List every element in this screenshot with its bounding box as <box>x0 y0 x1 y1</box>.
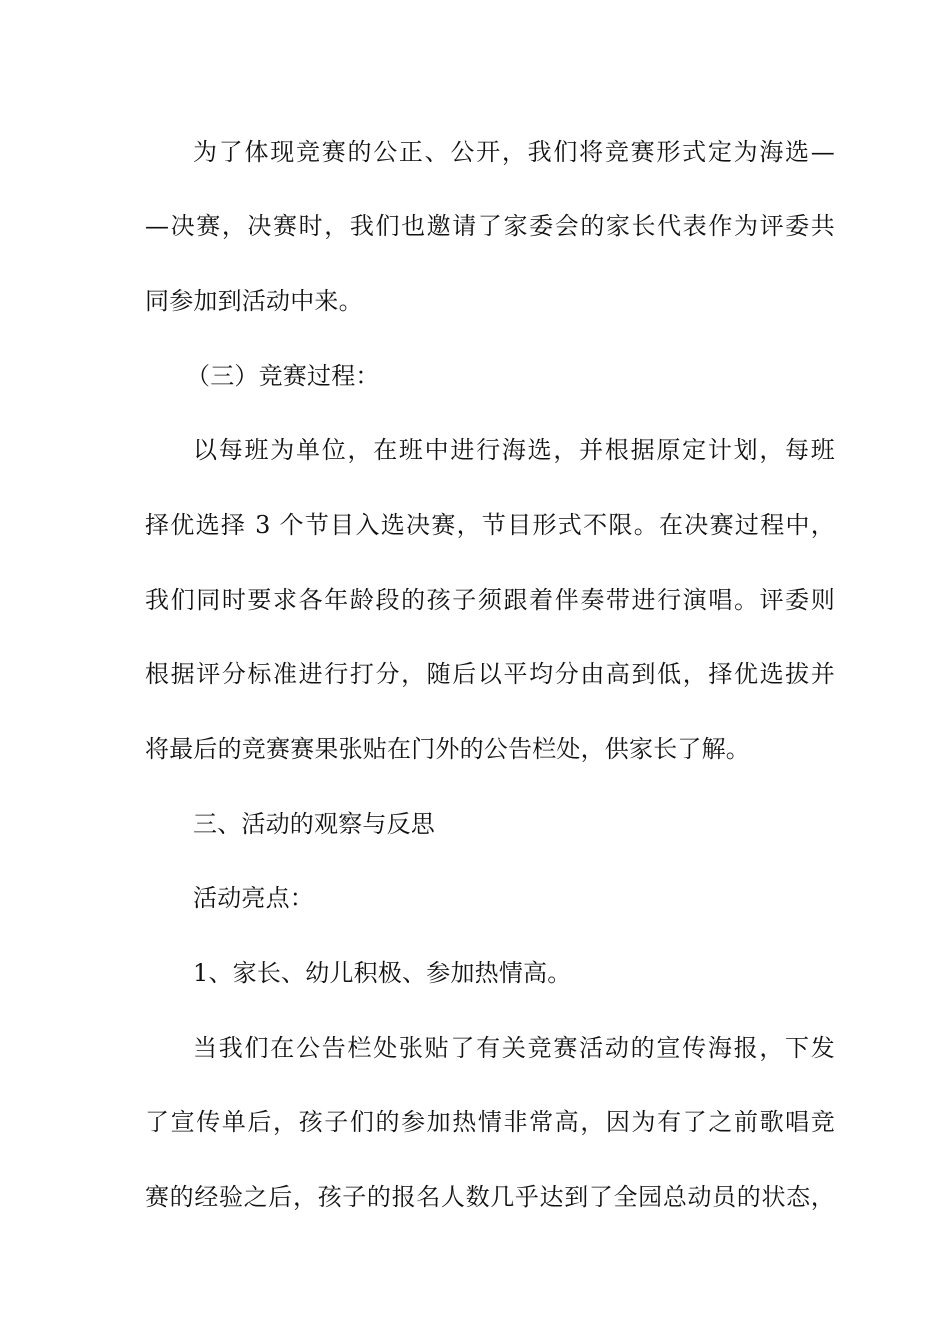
paragraph-line-1: 为了体现竞赛的公正、公开，我们将竞赛形式定为海选— <box>193 138 835 166</box>
section-heading-observation-reflection: 三、活动的观察与反思 <box>193 810 435 838</box>
subheading-activity-highlights: 活动亮点： <box>193 884 314 912</box>
paragraph-line-9: 将最后的竞赛赛果张贴在门外的公告栏处，供家长了解。 <box>145 735 750 763</box>
paragraph-line-13: 当我们在公告栏处张贴了有关竞赛活动的宣传海报，下发 <box>193 1034 835 1062</box>
list-item-1: 1、家长、幼儿积极、参加热情高。 <box>193 959 572 987</box>
paragraph-line-3: 同参加到活动中来。 <box>145 287 363 315</box>
paragraph-line-15: 赛的经验之后，孩子的报名人数几乎达到了全园总动员的状态， <box>145 1183 835 1211</box>
paragraph-line-14: 了宣传单后，孩子们的参加热情非常高，因为有了之前歌唱竞 <box>145 1108 835 1136</box>
paragraph-line-2: —决赛，决赛时，我们也邀请了家委会的家长代表作为评委共 <box>145 212 835 240</box>
section-heading-competition-process: （三）竞赛过程： <box>186 362 380 390</box>
paragraph-line-5: 以每班为单位，在班中进行海选，并根据原定计划，每班 <box>193 436 835 464</box>
paragraph-line-8: 根据评分标准进行打分，随后以平均分由高到低，择优选拔并 <box>145 660 835 688</box>
paragraph-line-7: 我们同时要求各年龄段的孩子须跟着伴奏带进行演唱。评委则 <box>145 586 835 614</box>
paragraph-line-6: 择优选择 3 个节目入选决赛，节目形式不限。在决赛过程中， <box>145 511 835 539</box>
